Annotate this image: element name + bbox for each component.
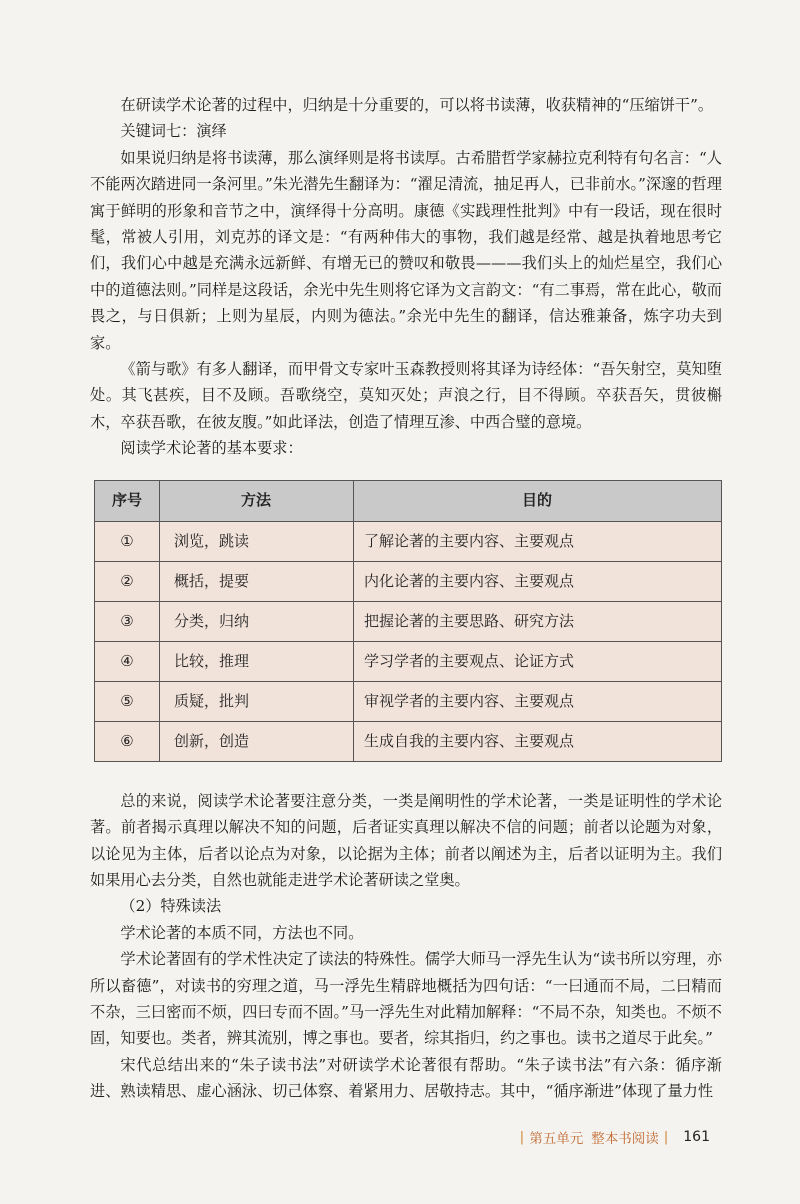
row-method: 比较，推理 — [160, 641, 354, 681]
table-row — [95, 641, 722, 681]
row-method: 概括，提要 — [160, 561, 354, 601]
header-index: 序号 — [95, 480, 160, 521]
row-purpose: 了解论著的主要内容、主要观点 — [354, 521, 722, 561]
row-index: ① — [95, 521, 160, 561]
paragraph-arrow-and-song: 《箭与歌》有多人翻译，而甲骨文专家叶玉森教授则将其译为诗经体：“吾矢射空，莫知堕处。其飞甚疾，目不及顾。吾歌绕空，莫知灭处；声浪之行，目不得顾。卒获吾矢，贯彼槲木，卒获吾歌，在彼友腹。”如此译法，创造了情理互渗、中西合璧的意境。 — [90, 360, 722, 431]
table-row — [95, 681, 722, 721]
paragraph-deduction: 如果说归纳是将书读薄，那么演绎则是将书读厚。古希腊哲学家赫拉克利特有句名言：“人不能两次踏进同一条河里。”朱光潜先生翻译为：“濯足清流，抽足再人，已非前水。”深邃的哲理寓于鲜明的形象和音节之中，演绎得十分高明。康德《实践理性批判》中有一段话，现在很时髦，常被人引用，刘克苏的译文是：“有两种伟大的事物，我们越是经常、越是执着地思考它们，我们心中越是充满永远新鲜、有增无已的赞叹和敬畏———我们头上的灿烂星空，我们心中的道德法则。”同样是这段话，余光中先生则将它译为文言韵文：“有二事焉，常在此心，敬而畏之，与日俱新；上则为星辰，内则为德法。”余光中先生的翻译，信达雅兼备，炼字功夫到家。 — [90, 148, 722, 352]
table-row — [95, 721, 722, 761]
row-purpose: 把握论著的主要思路、研究方法 — [354, 601, 722, 641]
paragraph-table-intro: 阅读学术论著的基本要求： — [120, 439, 303, 458]
header-purpose: 目的 — [354, 480, 722, 521]
row-method: 分类，归纳 — [160, 601, 354, 641]
paragraph-zhuzi-method: 宋代总结出来的“朱子读书法”对研读学术论著很有帮助。“朱子读书法”有六条：循序渐进、熟读精思、虚心涵泳、切己体察、着紧用力、居敬持志。其中，“循序渐进”体现了量力性 — [90, 1055, 722, 1101]
page-content — [90, 92, 722, 1105]
row-purpose: 学习学者的主要观点、论证方式 — [354, 641, 722, 681]
row-index: ⑥ — [95, 721, 160, 761]
header-method: 方法 — [160, 480, 354, 521]
reading-requirements-table — [94, 480, 722, 762]
row-index: ② — [95, 561, 160, 601]
paragraph-induction-summary: 在研读学术论著的过程中，归纳是十分重要的，可以将书读薄，收获精神的“压缩饼干”。 — [120, 96, 714, 114]
row-method: 浏览，跳读 — [160, 521, 354, 561]
row-purpose: 生成自我的主要内容、主要观点 — [354, 721, 722, 761]
page-number: 161 — [683, 1129, 710, 1145]
row-index: ③ — [95, 601, 160, 641]
keyword-heading-deduction: 关键词七：演绎 — [120, 122, 227, 141]
footer-unit: 第五单元 — [529, 1131, 584, 1147]
footer-divider: | — [663, 1129, 669, 1145]
row-purpose: 审视学者的主要内容、主要观点 — [354, 681, 722, 721]
table-row — [95, 521, 722, 561]
table-header-row — [95, 480, 722, 521]
row-index: ⑤ — [95, 681, 160, 721]
row-purpose: 内化论著的主要内容、主要观点 — [354, 561, 722, 601]
footer-divider: | — [519, 1129, 525, 1145]
row-method: 创新，创造 — [160, 721, 354, 761]
footer-book-title: 整本书阅读 — [591, 1131, 659, 1147]
row-method: 质疑，批判 — [160, 681, 354, 721]
paragraph-classification: 总的来说，阅读学术论著要注意分类，一类是阐明性的学术论著，一类是证明性的学术论著。前者揭示真理以解决不知的问题，后者证实真理以解决不信的问题；前者以论题为对象，以论见为主体，后者以论点为对象，以论据为主体；前者以阐述为主，后者以证明为主。我们如果用心去分类，自然也就能走进学术论著研读之堂奥。 — [90, 791, 722, 889]
page-footer — [515, 1127, 710, 1147]
paragraph-nature-method: 学术论著的本质不同，方法也不同。 — [120, 923, 364, 942]
row-index: ④ — [95, 641, 160, 681]
paragraph-ma-yifu: 学术论著固有的学术性决定了读法的特殊性。儒学大师马一浮先生认为“读书所以穷理，亦所以畜德”，对读书的穷理之道，马一浮先生精辟地概括为四句话：“一曰通而不局，二曰精而不杂，三曰密而不烦，四曰专而不固。”马一浮先生对此精加解释：“不局不杂，知类也。不烦不固，知要也。类者，辨其流别，博之事也。要者，综其指归，约之事也。读书之道尽于此矣。” — [90, 950, 722, 1048]
subheading-special-reading: （2）特殊读法 — [120, 897, 222, 916]
table-row — [95, 561, 722, 601]
table-row — [95, 601, 722, 641]
